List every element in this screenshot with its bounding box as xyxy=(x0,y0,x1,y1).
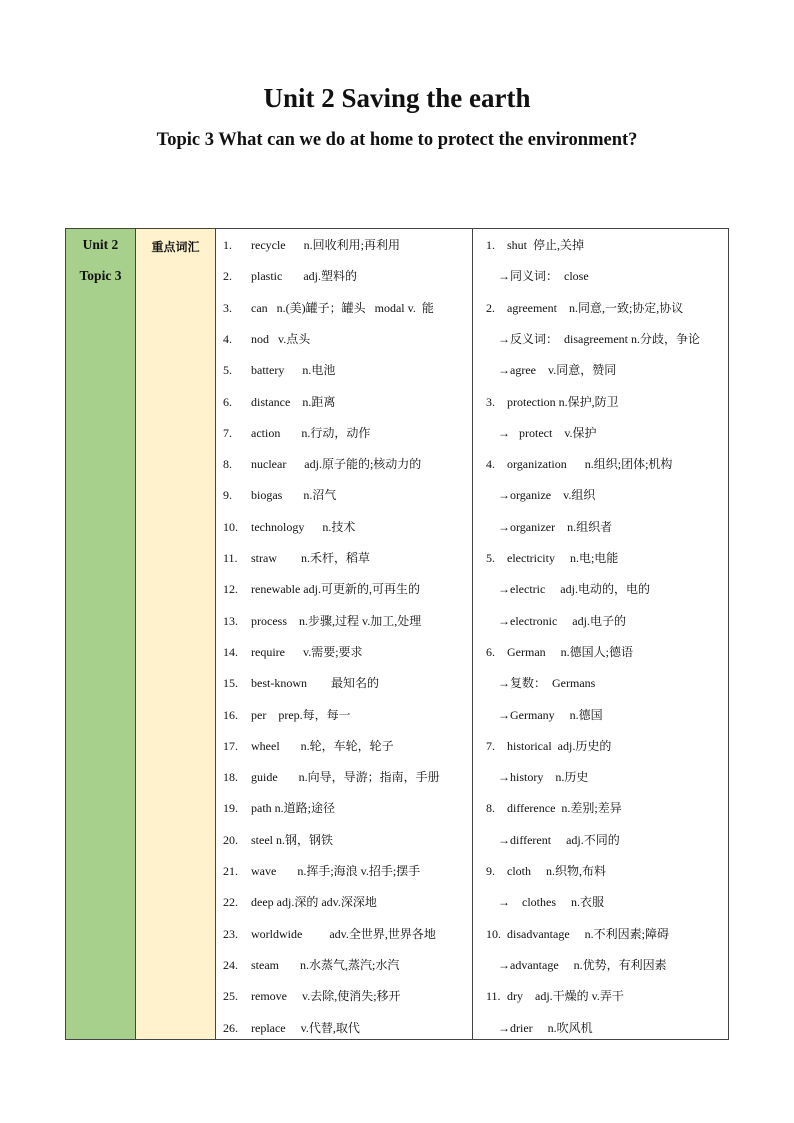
vocab-number: 22. xyxy=(223,895,238,910)
vocab-text: remove v.去除,使消失;移开 xyxy=(251,989,401,1004)
vocab-number: 6. xyxy=(486,644,495,659)
vocab-text: →复数： Germans xyxy=(498,676,596,691)
vocab-text: cloth n.织物,布料 xyxy=(507,864,606,878)
vocab-row xyxy=(486,298,683,318)
vocab-row xyxy=(223,548,370,568)
vocab-row xyxy=(486,830,620,850)
keyword-header: 重点词汇 xyxy=(151,240,200,254)
vocab-row xyxy=(486,454,672,474)
vocab-text: plastic adj.塑料的 xyxy=(251,269,357,284)
vocab-number: 1. xyxy=(223,238,232,252)
vocab-row xyxy=(223,861,420,881)
vocab-row xyxy=(223,454,421,474)
vocab-number: 8. xyxy=(486,801,495,816)
vocab-row xyxy=(223,924,436,944)
vocab-text: →electronic adj.电子的 xyxy=(498,613,626,628)
vocab-number: 2. xyxy=(486,300,495,315)
vocab-text: →organizer n.组织者 xyxy=(498,519,613,534)
vocab-row xyxy=(223,673,379,693)
vocab-row xyxy=(486,611,626,631)
vocab-text: →electric adj.电动的，电的 xyxy=(498,582,650,597)
right-word-list xyxy=(473,229,728,1039)
vocab-text: →drier n.吹风机 xyxy=(498,1020,593,1035)
vocab-text: distance n.距离 xyxy=(251,394,336,409)
vocab-row xyxy=(486,235,584,255)
vocab-text: difference n.差别;差异 xyxy=(507,801,622,816)
vocab-text: historical adj.历史的 xyxy=(507,738,612,753)
vocab-number: 7. xyxy=(223,425,232,440)
vocab-row xyxy=(223,611,421,631)
vocab-number: 5. xyxy=(223,363,232,378)
vocab-text: battery n.电池 xyxy=(251,363,336,378)
vocab-number: 3. xyxy=(486,394,495,409)
vocab-number: 2. xyxy=(223,269,232,284)
vocab-number: 25. xyxy=(223,989,238,1004)
vocab-row xyxy=(223,892,377,912)
vocab-row xyxy=(486,861,606,881)
vocab-row xyxy=(223,392,335,412)
vocab-text: →history n.历史 xyxy=(498,770,589,785)
vocab-row xyxy=(486,329,700,349)
vocab-row xyxy=(223,705,351,725)
vocab-row xyxy=(223,579,420,599)
vocab-text: guide n.向导，导游；指南，手册 xyxy=(251,770,440,785)
vocab-number: 10. xyxy=(223,519,238,534)
vocab-text: shut 停止,关掉 xyxy=(507,238,585,252)
vocab-text: organization n.组织;团体;机构 xyxy=(507,457,673,472)
vocab-row xyxy=(486,548,618,568)
vocab-row xyxy=(223,736,394,756)
vocab-text: protection n.保护,防卫 xyxy=(507,394,619,409)
vocab-text: per prep.每，每一 xyxy=(251,707,351,722)
vocab-row xyxy=(486,736,611,756)
vocab-text: steam n.水蒸气,蒸汽;水汽 xyxy=(251,957,400,972)
vocab-number: 8. xyxy=(223,457,232,472)
vocab-number: 17. xyxy=(223,738,238,753)
vocab-row xyxy=(486,360,616,380)
vocab-text: steel n.钢，钢铁 xyxy=(251,832,333,847)
vocab-row xyxy=(486,392,619,412)
vocab-text: →advantage n.优势，有利因素 xyxy=(498,957,667,972)
vocab-row xyxy=(223,423,370,443)
topic-label: Topic 3 xyxy=(79,268,122,283)
vocab-text: wave n.挥手;海浪 v.招手;摆手 xyxy=(251,864,421,878)
vocab-text: →同义词： close xyxy=(498,269,589,284)
vocab-number: 20. xyxy=(223,832,238,847)
vocab-row xyxy=(223,329,310,349)
vocab-number: 13. xyxy=(223,613,238,628)
vocab-text: require v.需要;要求 xyxy=(251,644,363,659)
vocab-row xyxy=(223,642,363,662)
vocab-number: 6. xyxy=(223,394,232,409)
page-subtitle: Topic 3 What can we do at home to protect the environment? xyxy=(156,130,638,150)
vocab-number: 11. xyxy=(486,989,501,1004)
vocab-text: dry adj.干燥的 v.弄干 xyxy=(507,989,624,1004)
vocab-row xyxy=(486,705,603,725)
vocab-row xyxy=(486,579,650,599)
vocab-text: renewable adj.可更新的,可再生的 xyxy=(251,582,420,597)
vocab-text: replace v.代替,取代 xyxy=(251,1020,360,1035)
vocab-text: worldwide adv.全世界,世界各地 xyxy=(251,926,436,941)
vocab-number: 21. xyxy=(223,864,238,878)
vocab-text: →Germany n.德国 xyxy=(498,707,603,722)
vocab-row xyxy=(223,360,335,380)
vocab-text: →organize v.组织 xyxy=(498,488,596,503)
unit-label: Unit 2 xyxy=(82,237,119,252)
left-word-list xyxy=(216,229,473,1039)
vocab-number: 12. xyxy=(223,582,238,597)
vocab-row xyxy=(486,485,595,505)
vocab-row xyxy=(486,423,597,443)
vocab-text: →agree v.同意，赞同 xyxy=(498,363,617,378)
vocab-number: 5. xyxy=(486,551,495,565)
vocab-text: technology n.技术 xyxy=(251,519,356,534)
vocab-row xyxy=(223,986,401,1006)
vocab-row xyxy=(486,517,612,537)
vocab-number: 9. xyxy=(486,864,495,878)
vocab-row xyxy=(223,830,333,850)
vocab-text: can n.(美)罐子；罐头 modal v. 能 xyxy=(251,300,434,315)
vocab-text: → clothes n.衣服 xyxy=(498,895,604,910)
vocab-text: nuclear adj.原子能的;核动力的 xyxy=(251,457,422,472)
vocab-text: biogas n.沼气 xyxy=(251,488,337,503)
vocab-text: agreement n.同意,一致;协定,协议 xyxy=(507,300,684,315)
vocab-row xyxy=(486,642,633,662)
vocab-row xyxy=(223,298,434,318)
vocab-text: process n.步骤,过程 v.加工,处理 xyxy=(251,613,422,628)
vocab-row xyxy=(486,986,624,1006)
vocab-row xyxy=(486,955,667,975)
vocab-text: nod v.点头 xyxy=(251,331,311,346)
vocab-text: best-known 最知名的 xyxy=(251,676,379,691)
vocab-number: 3. xyxy=(223,300,232,315)
vocab-row xyxy=(486,892,604,912)
unit-column xyxy=(66,229,136,1039)
vocab-row xyxy=(223,517,355,537)
vocab-text: wheel n.轮，车轮，轮子 xyxy=(251,738,394,753)
vocab-text: path n.道路;途径 xyxy=(251,801,335,816)
vocab-row xyxy=(223,955,399,975)
vocab-row xyxy=(223,266,357,286)
vocab-number: 1. xyxy=(486,238,495,252)
keyword-column xyxy=(136,229,216,1039)
vocab-row xyxy=(486,266,589,286)
vocab-text: German n.德国人;德语 xyxy=(507,644,633,659)
vocab-number: 24. xyxy=(223,957,238,972)
vocab-number: 9. xyxy=(223,488,232,503)
vocab-row xyxy=(486,798,622,818)
vocab-number: 15. xyxy=(223,676,238,691)
vocab-number: 19. xyxy=(223,801,238,816)
vocab-number: 23. xyxy=(223,926,238,941)
vocab-row xyxy=(223,1018,360,1038)
vocab-row xyxy=(486,673,595,693)
vocab-number: 10. xyxy=(486,926,501,941)
vocab-text: straw n.禾杆，稻草 xyxy=(251,551,370,565)
vocab-row xyxy=(223,235,400,255)
page-title: Unit 2 Saving the earth xyxy=(263,83,531,113)
vocab-number: 11. xyxy=(223,551,238,565)
vocab-text: →different adj.不同的 xyxy=(498,832,620,847)
vocab-number: 4. xyxy=(223,331,232,346)
vocab-row xyxy=(223,767,440,787)
vocab-text: deep adj.深的 adv.深深地 xyxy=(251,895,377,910)
vocab-number: 14. xyxy=(223,644,238,659)
vocab-row xyxy=(223,798,335,818)
vocab-number: 16. xyxy=(223,707,238,722)
vocab-number: 4. xyxy=(486,457,495,472)
vocab-row xyxy=(486,924,669,944)
vocab-row xyxy=(223,485,336,505)
vocab-number: 18. xyxy=(223,770,238,785)
vocab-text: electricity n.电;电能 xyxy=(507,551,619,565)
vocab-number: 7. xyxy=(486,738,495,753)
vocab-row xyxy=(486,767,588,787)
vocabulary-table xyxy=(65,228,729,1040)
vocab-row xyxy=(486,1018,593,1038)
vocab-text: disadvantage n.不利因素;障碍 xyxy=(507,926,669,941)
vocab-text: action n.行动，动作 xyxy=(251,425,371,440)
vocab-number: 26. xyxy=(223,1020,238,1035)
vocab-text: → protect v.保护 xyxy=(498,425,597,440)
vocab-text: recycle n.回收利用;再利用 xyxy=(251,238,400,252)
vocab-text: →反义词： disagreement n.分歧，争论 xyxy=(498,331,700,346)
